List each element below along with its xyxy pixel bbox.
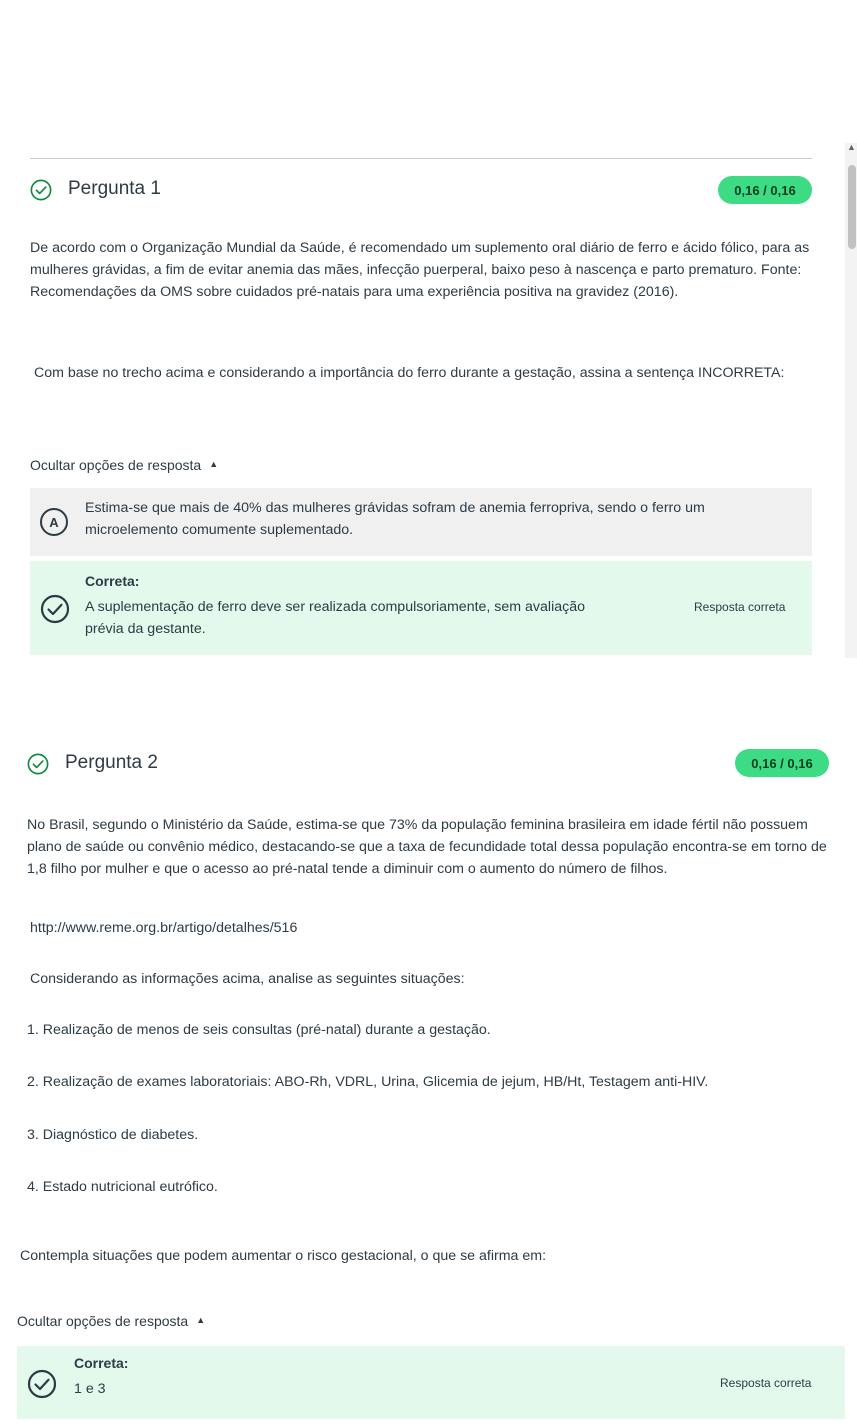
question-2-prompt: Contempla situações que podem aumentar o risco gestacional, o que se afirma em: <box>20 1248 547 1264</box>
answer-option-correct[interactable] <box>30 561 812 655</box>
toggle-label: Ocultar opções de resposta <box>30 457 202 473</box>
question-divider <box>30 158 812 159</box>
correct-answer-icon <box>40 594 70 629</box>
correct-label: Correta: <box>74 1355 129 1371</box>
question-2-hide-options-toggle[interactable] <box>17 1313 205 1329</box>
scroll-up-arrow-icon[interactable]: ▲ <box>847 142 856 152</box>
correct-option-text: A suplementação de ferro deve ser realizada compulsoriamente, sem avaliação prévia da gestante. <box>85 599 585 637</box>
question-1-score-badge: 0,16 / 0,16 <box>718 176 812 204</box>
check-circle-icon <box>27 753 49 775</box>
chevron-up-icon: ▲ <box>196 1315 206 1325</box>
question-2-lead: Considerando as informações acima, analise as seguintes situações: <box>30 971 465 987</box>
check-circle-icon <box>30 179 52 201</box>
option-letter-badge: A <box>40 508 68 536</box>
correct-answer-status: Resposta correta <box>720 1376 812 1390</box>
question-2-score-badge: 0,16 / 0,16 <box>735 749 829 777</box>
situation-item: 3. Diagnóstico de diabetes. <box>27 1127 199 1143</box>
check-circle-icon <box>27 1369 57 1399</box>
question-1-hide-options-toggle[interactable] <box>30 457 218 473</box>
question-2-source-link: http://www.reme.org.br/artigo/detalhes/516 <box>30 920 298 936</box>
correct-option-text: 1 e 3 <box>74 1381 106 1397</box>
question-1-status-icon <box>30 179 52 206</box>
chevron-up-icon: ▲ <box>209 459 219 469</box>
situation-item: 2. Realização de exames laboratoriais: ABO-Rh, VDRL, Urina, Glicemia de jejum, HB/Ht, Testagem anti-HIV. <box>27 1074 709 1090</box>
question-2-title: Pergunta 2 <box>65 752 158 773</box>
check-circle-icon <box>40 594 70 624</box>
question-1-prompt: Com base no trecho acima e considerando a importância do ferro durante a gestação, assina a sentença INCORRETA: <box>30 365 785 381</box>
question-1-statement: De acordo com o Organização Mundial da Saúde, é recomendado um suplemento oral diário de ferro e ácido fólico, para as mulheres grávidas, a fim de evitar anemia das mães, infecção puerperal, baixo peso à nascença e parto prematuro. Fonte: Recomendações da OMS sobre cuidados pré-natais para uma experiência positiva na gravidez (2016). <box>30 240 810 301</box>
correct-answer-icon <box>27 1369 57 1404</box>
option-text: Estima-se que mais de 40% das mulheres grávidas sofram de anemia ferropriva, sendo o ferro um microelemento comumente suplementado. <box>85 500 705 538</box>
scrollbar-thumb[interactable] <box>848 165 856 249</box>
question-2-statement: No Brasil, segundo o Ministério da Saúde, estima-se que 73% da população feminina brasileira em idade fértil não possuem plano de saúde ou convênio médico, destacando-se que a taxa de fecundidade total dessa população encontra-se em torno de 1,8 filho por mulher e que o acesso ao pré-natal tende a diminuir com o aumento do número de filhos. <box>27 817 827 878</box>
situation-item: 4. Estado nutricional eutrófico. <box>27 1179 218 1195</box>
question-1-title: Pergunta 1 <box>68 178 161 199</box>
answer-option-a[interactable] <box>30 488 812 556</box>
correct-answer-status: Resposta correta <box>694 600 786 614</box>
correct-label: Correta: <box>85 573 140 589</box>
situation-item: 1. Realização de menos de seis consultas (pré-natal) durante a gestação. <box>27 1022 491 1038</box>
toggle-label: Ocultar opções de resposta <box>17 1313 189 1329</box>
answer-option-correct[interactable] <box>17 1346 845 1419</box>
question-2-status-icon <box>27 753 49 780</box>
